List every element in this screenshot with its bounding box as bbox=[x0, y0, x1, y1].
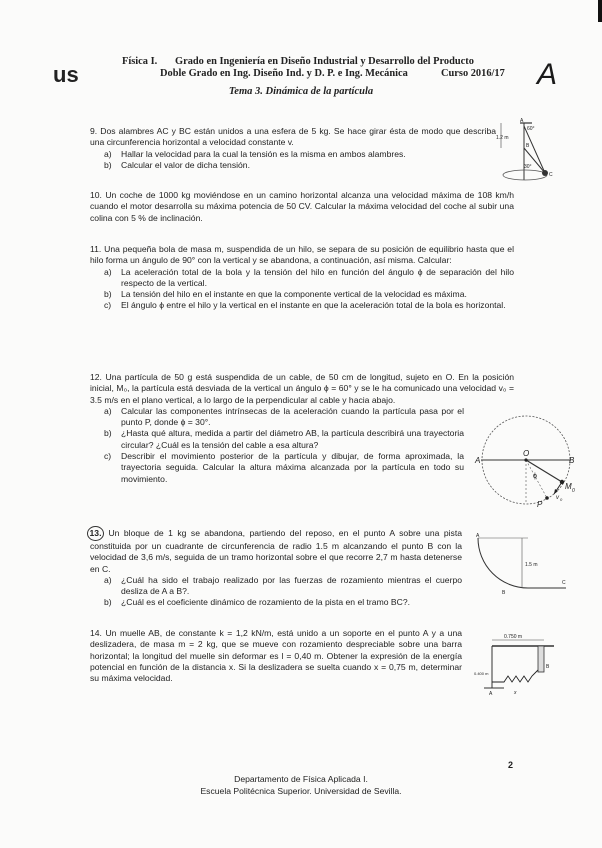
scan-edge-mark bbox=[598, 0, 602, 22]
angle-label-bottom: 30° bbox=[524, 164, 532, 170]
svg-text:B: B bbox=[526, 143, 530, 149]
svg-text:A: A bbox=[520, 118, 524, 124]
list-item: a) Calcular las componentes intrínsecas de la aceleración cuando la partícula pasa por el punto P, donde ϕ = 30°. bbox=[104, 405, 464, 428]
problem-statement: Una partícula de 50 g está suspendida de un cable, de 50 cm de longitud, sujeto en O. En la posición inicial, M₀, la partícula está desviada de la vertical un ángulo ϕ = 60° y se le ha comunicado una velocidad v₀ = 3.5 m/s en el plano vertical, a lo largo de la perpendicular al cable y hacia abajo. bbox=[90, 372, 515, 405]
circled-problem-number: 13. bbox=[87, 526, 104, 541]
radius-label: 1.5 m bbox=[525, 562, 538, 568]
degree-title: Grado en Ingeniería en Diseño Industrial y Desarrollo del Producto bbox=[175, 56, 474, 67]
figure-14-spring-slider bbox=[474, 632, 564, 703]
list-item: b) La tensión del hilo en el instante en que la componente vertical de la velocidad es máxima. bbox=[104, 289, 467, 300]
problem-number: 10. bbox=[90, 190, 102, 200]
list-item: c) El ángulo ϕ entre el hilo y la vertical en el instante en que la aceleración total de la bola es horizontal. bbox=[104, 300, 506, 311]
v0-label: v bbox=[556, 495, 559, 501]
list-item: a) Hallar la velocidad para la cual la tensión es la misma en ambos alambres. bbox=[104, 148, 406, 159]
logo-text: us bbox=[53, 62, 79, 87]
problem-9 bbox=[90, 126, 496, 171]
list-item: b) Calcular el valor de dicha tensión. bbox=[104, 159, 250, 170]
svg-text:A: A bbox=[489, 691, 493, 697]
top-dimension: 0.750 m bbox=[504, 634, 523, 640]
list-item: b) ¿Cuál es el coeficiente dinámico de rozamiento de la pista en el tramo BC?. bbox=[104, 597, 410, 608]
length-label: 1.2 m bbox=[496, 135, 509, 141]
problem-number: 14. bbox=[90, 628, 102, 638]
list-item: c) Describir el movimiento posterior de la partícula y dibujar, de forma aproximada, la trayectoria seguida. Calcular la altura máxima alcanzada por la partícula en todo su movimiento. bbox=[104, 451, 464, 484]
problem-statement: Dos alambres AC y BC están unidos a una esfera de 5 kg. Se hace girar ésta de modo que describa una circunferencia horizontal a velocidad constante v. bbox=[90, 126, 497, 148]
problem-10 bbox=[90, 190, 514, 224]
double-degree-title: Doble Grado en Ing. Diseño Ind. y D. P. e Ing. Mecánica bbox=[160, 68, 408, 79]
svg-text:ϕ: ϕ bbox=[533, 473, 537, 480]
problem-number: 9. bbox=[90, 126, 98, 136]
problem-12 bbox=[90, 372, 514, 485]
problem-number: 12. bbox=[90, 372, 102, 382]
svg-text:0: 0 bbox=[572, 488, 575, 494]
figure-9-conical-pendulum bbox=[498, 118, 560, 195]
list-item: a) ¿Cuál ha sido el trabajo realizado por las fuerzas de rozamiento mientras el cuerpo desliza de A a B?. bbox=[104, 574, 462, 597]
problem-statement: Una pequeña bola de masa m, suspendida de un hilo, se separa de su posición de equilibrio hasta que el hilo forma un ángulo de 90° con la vertical y se abandona, a continuación, así misma. Calcular: bbox=[90, 244, 514, 266]
svg-text:B: B bbox=[502, 590, 506, 596]
svg-text:0: 0 bbox=[560, 497, 563, 502]
figure-12-circle-pendulum bbox=[476, 404, 576, 519]
problem-11 bbox=[90, 244, 514, 312]
topic-title: Tema 3. Dinámica de la partícula bbox=[228, 86, 374, 97]
footer-department: Departamento de Física Aplicada I. bbox=[234, 774, 368, 784]
svg-text:P: P bbox=[537, 500, 543, 509]
problem-statement: Un bloque de 1 kg se abandona, partiendo del reposo, en el punto A sobre una pista constituida por un cuadrante de circunferencia de radio 1.5 m alcanzando el punto B con la velocidad de 3,6 m/s, seguida de un tramo horizontal sobre el que recorre 2,7 m hasta detenerse en C. bbox=[90, 528, 462, 574]
list-item: a) La aceleración total de la bola y la tensión del hilo en función del ángulo ϕ de separación del hilo respecto de la vertical. bbox=[104, 266, 514, 288]
svg-text:C: C bbox=[549, 172, 553, 178]
academic-year: Curso 2016/17 bbox=[441, 68, 505, 79]
svg-text:B: B bbox=[546, 664, 550, 670]
list-item: b) ¿Hasta qué altura, medida a partir del diámetro AB, la partícula describirá una trayectoria circular? ¿Cuál es la tensión del cable a esa altura? bbox=[104, 428, 464, 450]
svg-text:B: B bbox=[569, 456, 575, 465]
page-number: 2 bbox=[508, 760, 514, 770]
problem-statement: Un muelle AB, de constante k = 1,2 kN/m, está unido a un soporte en el punto A y a una deslizadera, de masa m = 2 kg, que se mueve con rozamiento despreciable sobre una barra horizontal; la longitud del muelle sin deformar es l = 0,40 m. Obtener la expresión de la energía potencial en función de la distancia x. Si la deslizadera se suelta cuando x = 0,75 m, determinar su máxima velocidad. bbox=[90, 628, 462, 684]
problem-statement: Un coche de 1000 kg moviéndose en un camino horizontal alcanza una velocidad máxima de 108 km/h cuando el motor desarrolla su máxima potencia de 50 CV. Calcular la máxima velocidad del coche al subir una colina con 5 % de inclinación. bbox=[90, 190, 514, 223]
problem-number: 11. bbox=[90, 244, 102, 254]
course-label: Física I. bbox=[122, 56, 158, 67]
problem-13 bbox=[90, 526, 462, 609]
figure-13-quarter-circle-track bbox=[476, 534, 566, 603]
svg-text:O: O bbox=[523, 449, 530, 458]
m0-label: M bbox=[565, 482, 572, 491]
angle-label-top: 60° bbox=[527, 126, 535, 132]
problem-14 bbox=[90, 628, 462, 684]
svg-text:A: A bbox=[475, 456, 481, 465]
svg-text:A: A bbox=[476, 533, 480, 539]
svg-text:x: x bbox=[514, 690, 517, 696]
side-dimension: 0.400 m bbox=[474, 671, 489, 676]
footer-school: Escuela Politécnica Superior. Universidad de Sevilla. bbox=[200, 786, 402, 796]
svg-text:C: C bbox=[562, 580, 566, 586]
svg-text:A: A bbox=[537, 58, 558, 91]
